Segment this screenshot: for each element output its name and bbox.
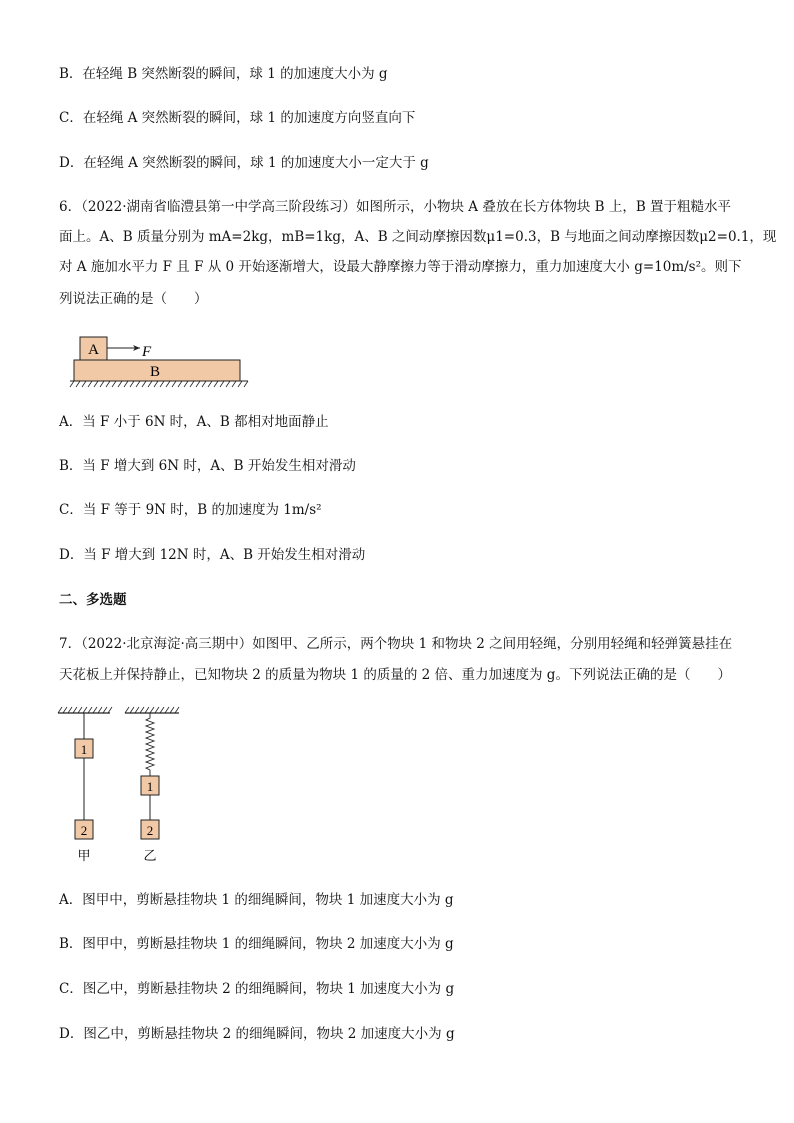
figure-yi [125, 707, 179, 839]
block1-yi-label: 1 [146, 779, 154, 794]
spring-yi [146, 713, 154, 776]
q6-option-d: D．当 F 增大到 12N 时，A、B 开始发生相对滑动 [59, 547, 366, 563]
block2-jia-label: 2 [80, 823, 88, 838]
q7-stem-line1: 7．（2022·北京海淀·高三期中）如图甲、乙所示，两个物块 1 和物块 2 之间用轻绳，分别用轻绳和轻弹簧悬挂在 [59, 636, 733, 652]
q7-figure [55, 704, 190, 870]
q6-figure [60, 330, 260, 390]
q6-stem-line3: 对 A 施加水平力 F 且 F 从 0 开始逐渐增大，设最大静摩擦力等于滑动摩擦力，重力加速度大小 g=10m/s²。则下 [59, 259, 742, 275]
block-a-label: A [88, 342, 99, 358]
q5-option-c: C．在轻绳 A 突然断裂的瞬间，球 1 的加速度方向竖直向下 [59, 110, 416, 126]
block-b-label: B [149, 364, 161, 380]
q5-option-b: B．在轻绳 B 突然断裂的瞬间，球 1 的加速度大小为 g [59, 66, 388, 82]
q7-option-b: B．图甲中，剪断悬挂物块 1 的细绳瞬间，物块 2 加速度大小为 g [59, 936, 454, 952]
q7-stem-line2: 天花板上并保持静止，已知物块 2 的质量为物块 1 的质量的 2 倍、重力加速度为 g。下列说法正确的是（ ） [59, 667, 731, 683]
q7-option-a: A．图甲中，剪断悬挂物块 1 的细绳瞬间，物块 1 加速度大小为 g [59, 892, 454, 908]
caption-jia: 甲 [77, 849, 91, 864]
q5-option-d: D．在轻绳 A 突然断裂的瞬间，球 1 的加速度大小一定大于 g [59, 155, 429, 171]
q6-stem-line1: 6．（2022·湖南省临澧县第一中学高三阶段练习）如图所示，小物块 A 叠放在长方体物块 B 上，B 置于粗糙水平 [59, 199, 732, 215]
section-title: 二、多选题 [59, 592, 127, 608]
q7-option-c: C．图乙中，剪断悬挂物块 2 的细绳瞬间，物块 1 加速度大小为 g [59, 981, 455, 997]
q6-option-c: C．当 F 等于 9N 时，B 的加速度为 1m/s² [59, 502, 322, 518]
caption-yi: 乙 [143, 849, 157, 864]
force-label: F [142, 344, 152, 360]
q6-stem-line4: 列说法正确的是（ ） [59, 291, 208, 307]
q6-stem-line2: 面上。A、B 质量分别为 mA=2kg，mB=1kg，A、B 之间动摩擦因数μ1=0.3，B 与地面之间动摩擦因数μ2=0.1，现 [59, 229, 777, 245]
block2-yi-label: 2 [146, 823, 154, 838]
q6-option-a: A．当 F 小于 6N 时，A、B 都相对地面静止 [59, 414, 329, 430]
q6-option-b: B．当 F 增大到 6N 时，A、B 开始发生相对滑动 [59, 458, 356, 474]
q7-option-d: D．图乙中，剪断悬挂物块 2 的细绳瞬间，物块 2 加速度大小为 g [59, 1026, 455, 1042]
figure-jia [58, 707, 112, 839]
block1-jia-label: 1 [80, 742, 88, 757]
ground-hatch [70, 381, 248, 387]
